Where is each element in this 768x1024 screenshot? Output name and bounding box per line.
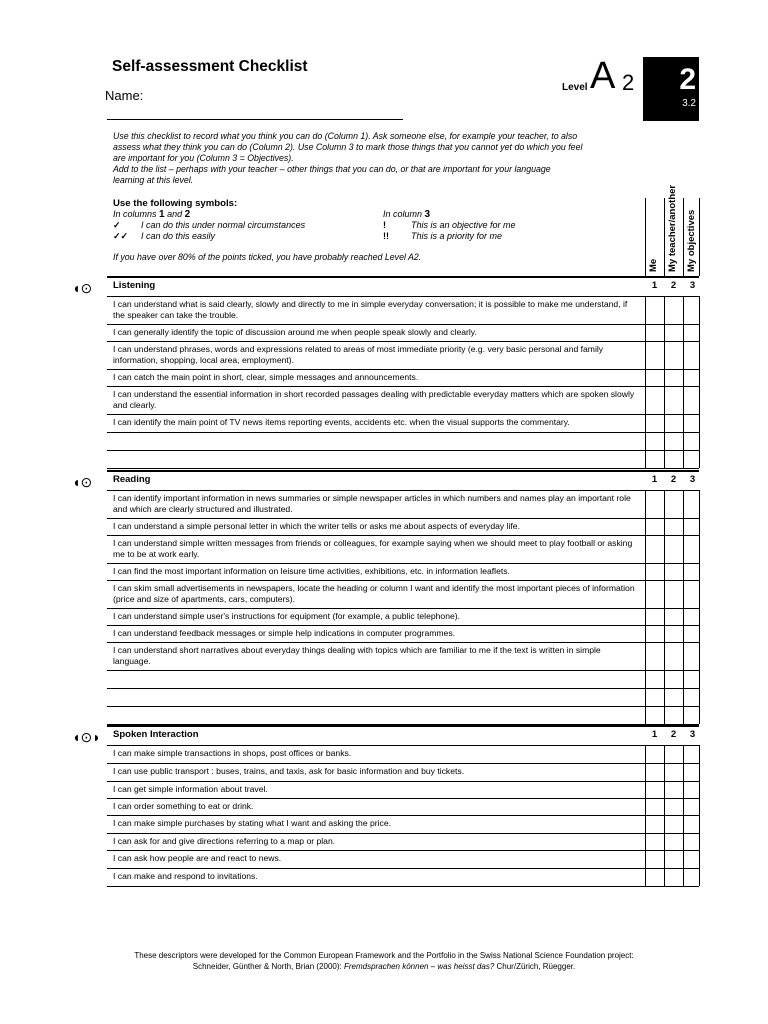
single-check-text: I can do this under normal circumstances [141,220,306,230]
footer-authors: Schneider, Günther & North, Brian (2000): [192,962,344,971]
column-divider [699,490,700,724]
checkbox-cell-col1[interactable] [646,387,664,414]
checkbox-cell-col2[interactable] [665,342,683,369]
checklist-item: I can identify the main point of TV news items reporting events, accidents etc. when the visual supports the commentary. [113,417,570,427]
checkbox-cell-col2[interactable] [665,297,683,324]
checkbox-cell-col1[interactable] [646,626,664,642]
row-rule [107,324,699,325]
column-number-1: 1 [651,280,658,291]
footer-publisher: Chur/Zürich, Rüegger. [494,962,576,971]
column-header-me: Me [648,258,659,272]
checklist-item: I can understand a simple personal letter in which the writer tells or asks me about aspects of everyday life. [113,521,520,531]
symbols-heading: Use the following symbols: [113,198,238,209]
checklist-item: I can understand phrases, words and expressions related to areas of most immediate priority (e.g. very basic personal and family information, shopping, local area, employment). [113,344,604,365]
checklist-item: I can generally identify the topic of discussion around me when people speak slowly and clearly. [113,327,477,337]
checklist-item: I can catch the main point in short, clear, simple messages and announcements. [113,372,419,382]
row-rule [107,815,699,816]
single-check-icon: ✓ [113,220,121,230]
checkbox-cell-col1[interactable] [646,581,664,608]
checkbox-cell-col1[interactable] [646,536,664,563]
single-exclamation-icon: ! [383,220,386,230]
checklist-item: I can understand short narratives about everyday things dealing with topics which are familiar to me if the text is written in simple language. [113,645,601,666]
head-reading-icon: ◖⊙ [72,474,93,490]
checkbox-cell-col1[interactable] [646,370,664,386]
row-rule [107,341,699,342]
footer-citation [0,950,768,972]
header-column-divider [645,198,646,276]
column-number-2: 2 [670,474,677,485]
checkbox-cell-col2[interactable] [665,519,683,535]
column-divider [664,296,665,468]
checkbox-cell-col1[interactable] [646,491,664,518]
column-divider [683,490,684,724]
row-rule [107,369,699,370]
row-rule [107,535,699,536]
checkbox-cell-col2[interactable] [665,536,683,563]
row-rule [107,868,699,869]
footer-line-2 [0,961,768,972]
row-rule [107,781,699,782]
checklist-item: I can understand the essential information in short recorded passages dealing with predictable everyday matters which are spoken slowly and clearly. [113,389,635,410]
section-title: Spoken Interaction [113,729,199,740]
instructions-para-2: Add to the list – perhaps with your teacher – other things that you can do, or that are important for your language learning at this level. [113,164,551,185]
checklist-item: I can understand simple user's instructions for equipment (for example, a public telephone). [113,611,461,621]
double-check-icon: ✓✓ [113,231,129,241]
checkbox-cell-col1[interactable] [646,782,664,798]
row-rule [107,468,699,469]
section-title: Listening [113,280,156,291]
row-rule [107,833,699,834]
name-label: Name: [105,88,144,103]
checkbox-cell-col2[interactable] [665,746,683,763]
level-label: Level [562,82,588,93]
checklist-item: I can understand what is said clearly, slowly and directly to me in simple everyday conversation; it is possible to make me understand, if the speaker can take the trouble. [113,299,628,320]
checkbox-cell-col2[interactable] [665,387,683,414]
column-divider [683,296,684,468]
checkbox-cell-col2[interactable] [665,816,683,833]
checklist-item: I can skim small advertisements in newspapers, locate the heading or column I want and identify the most important pieces of information (price and size of apartments, cars, computers). [113,583,635,604]
column-divider [699,745,700,886]
checkbox-cell-col1[interactable] [646,643,664,670]
checkbox-cell-col2[interactable] [665,643,683,670]
instructions-para-1: Use this checklist to record what you think you can do (Column 1). Ask someone else, for example your teacher, to also assess what they think you can do (Column 2). Use Column 3 to mark those things that you cannot yet do which you feel are important for you (Column 3 = Objectives). [113,131,583,163]
checklist-item: I can get simple information about travel. [113,784,268,794]
reach-note: If you have over 80% of the points ticked, you have probably reached Level A2. [113,252,422,262]
checkbox-cell-col2[interactable] [665,491,683,518]
badge-number: 2 [679,63,696,96]
column-header-objectives: My objectives [686,209,697,272]
header-column-divider [683,198,684,276]
checkbox-cell-col2[interactable] [665,626,683,642]
checkbox-cell-col2[interactable] [665,415,683,432]
row-rule [107,563,699,564]
row-rule [107,798,699,799]
checklist-item: I can understand simple written messages from friends or colleagues, for example saying when we should meet to play football or asking me to be at work early. [113,538,633,559]
and-word: and [167,209,183,219]
column-number-2: 2 [670,729,677,740]
header-column-divider [664,198,665,276]
checkbox-cell-col2[interactable] [665,609,683,625]
section-rule [107,470,699,472]
checkbox-cell-col1[interactable] [646,764,664,781]
single-exclamation-text: This is an objective for me [411,220,516,230]
checkbox-cell-col1[interactable] [646,851,664,868]
blank-entry-row[interactable] [108,689,643,705]
column-divider [664,745,665,886]
checklist-item: I can make and respond to invitations. [113,871,258,881]
row-rule [107,625,699,626]
column-number-1: 1 [651,729,658,740]
column-divider [645,745,646,886]
double-exclamation-icon: !! [383,231,389,241]
column-divider [645,296,646,468]
checklist-item: I can ask how people are and react to news. [113,853,282,863]
header-column-divider [699,198,700,276]
row-rule [107,886,699,887]
checkbox-cell-col1[interactable] [646,519,664,535]
page-title: Self-assessment Checklist [112,58,308,75]
double-exclamation-text: This is a priority for me [411,231,503,241]
row-rule [107,386,699,387]
level-badge [643,57,699,121]
row-rule [107,850,699,851]
header-rule [107,745,699,746]
checkbox-cell-col2[interactable] [665,851,683,868]
row-rule [107,414,699,415]
checkbox-cell-col2[interactable] [665,581,683,608]
section-rule [107,725,699,727]
checklist-item: I can find the most important information on leisure time activities, exhibitions, etc. in information leaflets. [113,566,510,576]
column-number-3: 3 [689,280,696,291]
blank-entry-row[interactable] [108,433,643,449]
instructions [113,131,583,186]
level-digit: 2 [622,70,635,95]
col-1-ref: 1 [159,209,165,220]
column-3-label: In column [383,209,423,219]
checkbox-cell-col2[interactable] [665,564,683,580]
checkbox-cell-col1[interactable] [646,869,664,886]
row-rule [107,763,699,764]
name-field-line[interactable] [107,119,403,120]
checkbox-cell-col1[interactable] [646,342,664,369]
checkbox-cell-col1[interactable] [646,325,664,341]
checklist-item: I can use public transport : buses, trains, and taxis, ask for basic information and buy tickets. [113,766,465,776]
badge-subnumber: 3.2 [682,98,696,109]
checklist-item: I can make simple transactions in shops, post offices or banks. [113,748,352,758]
columns-12-label: In columns [113,209,157,219]
checkbox-cell-col2[interactable] [665,869,683,886]
col-3-ref: 3 [424,209,431,220]
checkbox-cell-col2[interactable] [665,799,683,815]
column-divider [699,296,700,468]
two-heads-talking-icon: ◖⊙◗ [72,729,101,745]
column-number-1: 1 [651,474,658,485]
checklist-item: I can understand feedback messages or simple help indications in computer programmes. [113,628,456,638]
checkbox-cell-col2[interactable] [665,834,683,850]
column-number-3: 3 [689,729,696,740]
footer-line-1: These descriptors were developed for the Common European Framework and the Portfolio in the Swiss National Science Foundation project: [134,951,634,960]
section-title: Reading [113,474,151,485]
row-rule [107,608,699,609]
checkbox-cell-col1[interactable] [646,297,664,324]
checklist-item: I can ask for and give directions referring to a map or plan. [113,836,336,846]
checkbox-cell-col1[interactable] [646,746,664,763]
checkbox-cell-col1[interactable] [646,415,664,432]
column-number-2: 2 [670,280,677,291]
checkbox-cell-col1[interactable] [646,799,664,815]
row-rule [107,518,699,519]
blank-entry-row[interactable] [108,671,643,687]
footer-book-title: Fremdsprachen können – was heisst das? [343,962,495,971]
checkbox-cell-col1[interactable] [646,564,664,580]
checkbox-cell-col1[interactable] [646,609,664,625]
checkbox-cell-col2[interactable] [665,764,683,781]
head-listening-icon: ◖⊙ [72,280,93,296]
checkbox-cell-col2[interactable] [665,782,683,798]
blank-entry-row[interactable] [108,707,643,723]
row-rule [107,642,699,643]
symbols-legend [113,198,633,242]
column-divider [664,490,665,724]
column-number-3: 3 [689,474,696,485]
column-header-teacher: My teacher/another [667,184,678,272]
blank-entry-row[interactable] [108,451,643,467]
checkbox-cell-col1[interactable] [646,816,664,833]
checkbox-cell-col2[interactable] [665,325,683,341]
level-letter: A [590,55,615,97]
col-2-ref: 2 [184,209,191,220]
row-rule [107,580,699,581]
checklist-item: I can identify important information in news summaries or simple newspaper articles in which numbers and names play an important role and which are clearly structured and illustrated. [113,493,631,514]
checkbox-cell-col1[interactable] [646,834,664,850]
header-rule [107,296,699,297]
checklist-item: I can make simple purchases by stating what I want and asking the price. [113,818,392,828]
header-rule [107,490,699,491]
checklist-item: I can order something to eat or drink. [113,801,254,811]
double-check-text: I can do this easily [141,231,216,241]
checkbox-cell-col2[interactable] [665,370,683,386]
section-rule [107,276,699,278]
column-divider [645,490,646,724]
column-divider [683,745,684,886]
